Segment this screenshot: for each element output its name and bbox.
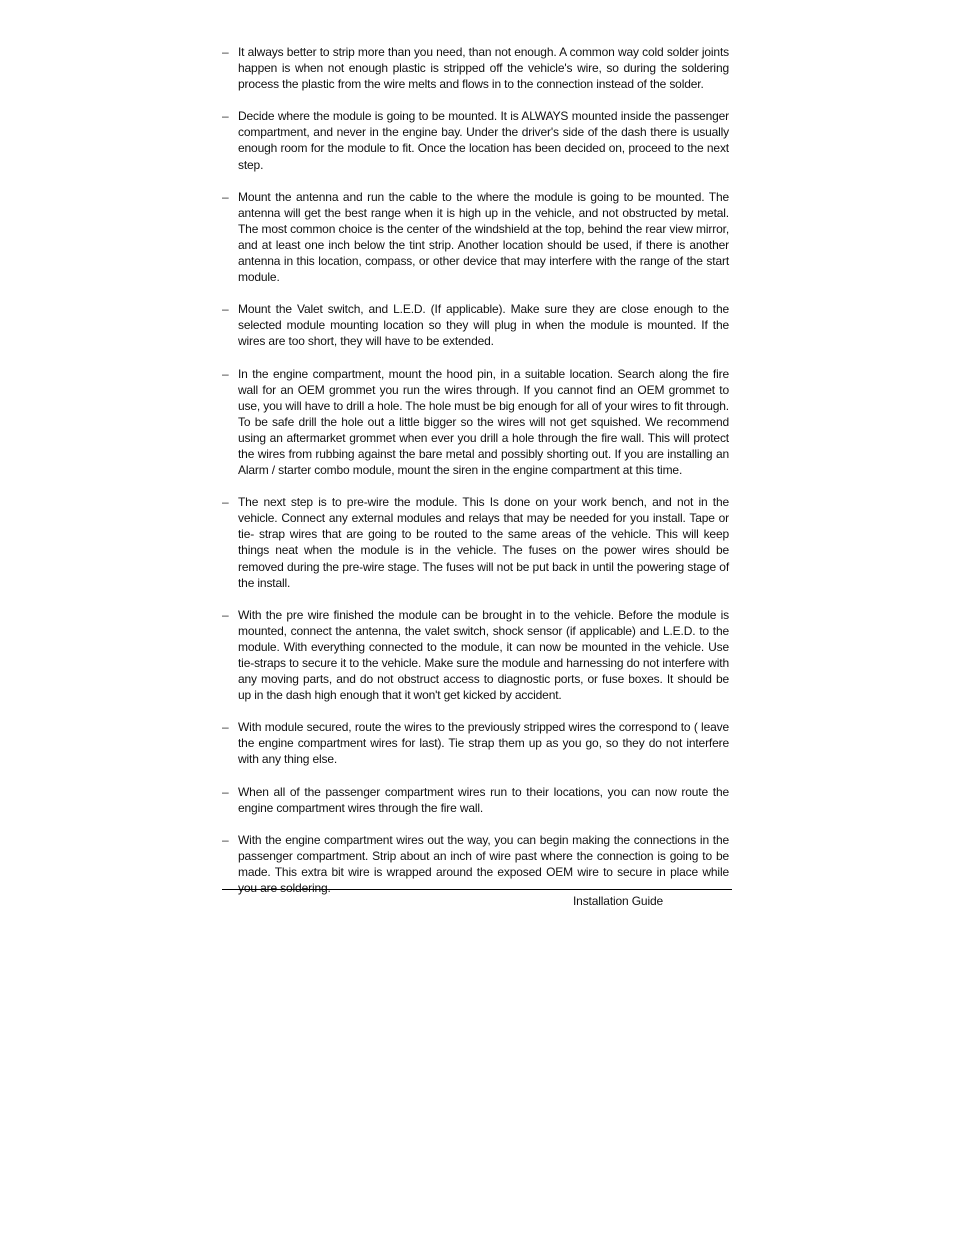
dash-bullet: – <box>222 495 229 510</box>
list-item <box>222 189 732 286</box>
list-item-text: When all of the passenger compartment wires run to their locations, you can now route the engine compartment wires through the fire wall. <box>238 784 729 815</box>
instruction-list <box>222 44 732 912</box>
list-item-text: It always better to strip more than you need, than not enough. A common way cold solder joints happen is when not enough plastic is stripped off the vehicle's wire, so during the soldering process the plastic from the wire melts and flows in to the connection instead of the solder. <box>238 45 729 92</box>
dash-bullet: – <box>222 45 229 59</box>
list-item <box>222 44 732 92</box>
dash-bullet: – <box>222 366 229 381</box>
list-item-text: With the pre wire finished the module can be brought in to the vehicle. Before the module is mounted, connect the antenna, the valet switch, shock sensor (if applicable) and L.E.D. to the module. With everything connected to the module, it can now be mounted in the vehicle. Use tie-straps to secure it to the vehicle. Make sure the module and harnessing do not interfere with any moving parts, and do not obstruct access to diagnostic ports, or fuse boxes. It should be up in the dash high enough that it won't get kicked by accident. <box>238 607 729 703</box>
list-item <box>222 366 732 479</box>
list-item-text: Mount the Valet switch, and L.E.D. (If applicable). Make sure they are close enough to the selected module mounting location so they will plug in when the module is mounted. If the wires are too short, they will have to be extended. <box>238 302 729 349</box>
list-item-text: Decide where the module is going to be mounted. It is ALWAYS mounted inside the passenger compartment, and never in the engine bay. Under the driver's side of the dash there is usually enough room for the module to fit. Once the location has been decided on, proceed to the next step. <box>238 109 729 172</box>
footer-label: Installation Guide <box>573 894 664 908</box>
list-item <box>222 301 732 349</box>
list-item <box>222 719 732 767</box>
list-item-text: Mount the antenna and run the cable to the where the module is going to be mounted. The antenna will get the best range when it is high up in the vehicle, and not obstructed by metal. The most common choice is the center of the windshield at the top, behind the rear view mirror, and at least one inch below the tint strip. Another location should be used, if there is another antenna in this location, compass, or other device that may interfere with the range of the start module. <box>238 189 729 285</box>
dash-bullet: – <box>222 109 229 124</box>
footer-divider <box>222 889 732 890</box>
list-item <box>222 784 732 816</box>
dash-bullet: – <box>222 784 229 799</box>
list-item-text: The next step is to pre-wire the module. This Is done on your work bench, and not in the vehicle. Connect any external modules and relays that may be needed for you install. Tape or tie- strap wires that are going to be routed to the same areas of the vehicle. This will keep things neat when the module is in the vehicle. The fuses on the power wires should be removed during the pre-wire stage. The fuses will not be put back in until the powering stage of the install. <box>238 495 729 590</box>
list-item-text: In the engine compartment, mount the hood pin, in a suitable location. Search along the fire wall for an OEM grommet you run the wires through. If you cannot find an OEM grommet to use, you will have to drill a hole. The hole must be big enough for all of your wires to fit through. To be safe drill the hole out a little bigger so the wires will not get squished. We recommend using an aftermarket grommet when ever you drill a hole through the fire wall. This will protect the wires from rubbing against the bare metal and possibly shorting out. If you are installing an Alarm / starter combo module, mount the siren in the engine compartment at this time. <box>238 366 729 478</box>
dash-bullet: – <box>222 607 229 622</box>
list-item <box>222 607 732 704</box>
list-item <box>222 108 732 172</box>
dash-bullet: – <box>222 720 229 735</box>
dash-bullet: – <box>222 302 229 317</box>
dash-bullet: – <box>222 189 229 204</box>
list-item-text: With module secured, route the wires to the previously stripped wires the correspond to ( leave the engine compartment wires for last). Tie strap them up as you go, so they do not interfere with any thing else. <box>238 720 729 767</box>
list-item <box>222 832 732 896</box>
list-item <box>222 494 732 591</box>
list-item-text: With the engine compartment wires out the way, you can begin making the connections in the passenger compartment. Strip about an inch of wire past where the connection is going to be made. This extra bit wire is wrapped around the exposed OEM wire to secure in place while you are soldering. <box>238 832 729 896</box>
dash-bullet: – <box>222 832 229 847</box>
